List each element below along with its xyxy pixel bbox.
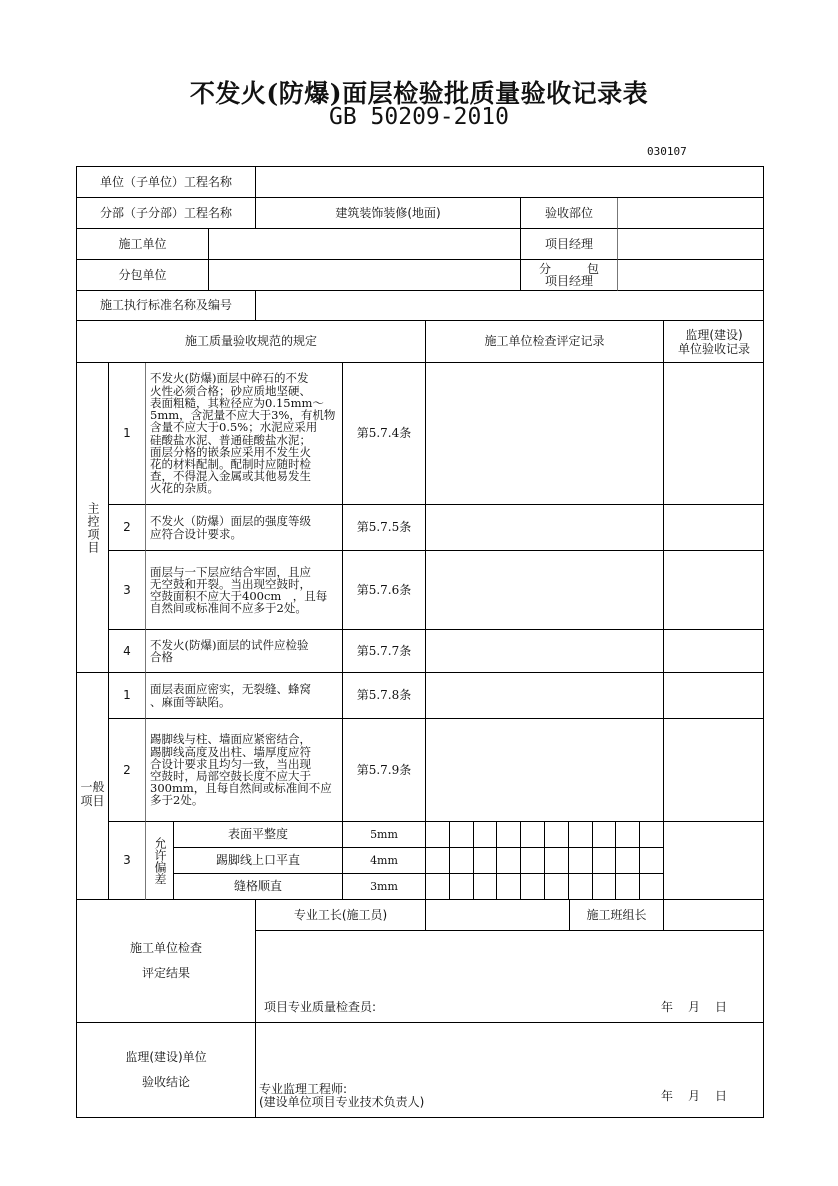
spec-text-line: 踢脚线高度及出柱、墙厚度应符 [150, 744, 311, 759]
spec-text-line: 花的材料配制。配制时应随时检 [150, 456, 311, 471]
spec-text-line: 自然间或标准间不应多于2处。 [150, 601, 307, 616]
sub-pm-label-line1: 分 包 [538, 262, 599, 276]
sub-pm-label [521, 260, 618, 291]
tolerance-row-2-name: 踢脚线上口平直 [174, 848, 343, 874]
supervisor-record-header-line1: 监理(建设) [685, 327, 743, 342]
date-day: 日 [715, 1000, 728, 1014]
mc-item-1-text [146, 363, 343, 505]
mc-item-4-lines [150, 639, 308, 663]
mc-item-3-no: 3 [109, 551, 146, 630]
gi-item-2-clause: 第5.7.9条 [343, 719, 426, 822]
sub-pm-label-line2: 项目经理 [544, 274, 593, 288]
measurement-cell[interactable] [545, 822, 569, 848]
spec-text-line: 多于2处。 [150, 793, 204, 808]
tolerance-label [146, 822, 174, 900]
measurement-cell[interactable] [545, 874, 569, 900]
gi-item-1-text [146, 673, 343, 719]
supervisor-record-header-line2: 单位验收记录 [677, 341, 750, 356]
gi-item-2-no: 2 [109, 719, 146, 822]
spec-text-line: 含量不应大于0.5%；水泥应采用 [150, 420, 318, 435]
unit-project-label: 单位（子单位）工程名称 [77, 167, 256, 198]
spec-text-line: 面层分格的嵌条应采用不发生火 [150, 444, 311, 459]
spec-text-line: 5mm，含泥量不应大于3%，有机物 [150, 408, 336, 423]
general-group-text: 一般项目 [80, 780, 105, 808]
mc-item-4-no: 4 [109, 630, 146, 673]
tolerance-row-3-value: 3mm [343, 874, 426, 900]
spec-text-line: 面层与一下层应结合牢固，且应 [150, 564, 311, 579]
contractor-result-line1: 施工单位检查 [129, 941, 202, 955]
subcontractor-field[interactable] [209, 260, 521, 291]
gi-item-1-lines [150, 683, 311, 707]
measurement-cell[interactable] [474, 822, 498, 848]
supervisor-conclusion-line2: 验收结论 [141, 1075, 190, 1089]
measurement-cell[interactable] [593, 848, 617, 874]
gi-item-2-text [146, 719, 343, 822]
mc-item-4-contractor-record[interactable] [426, 630, 664, 673]
spec-text-line: 火花的杂质。 [150, 481, 219, 496]
measurement-cell[interactable] [569, 874, 593, 900]
spec-text-line: 查，不得混入金属或其他易发生 [150, 469, 311, 484]
team-leader-label: 施工班组长 [570, 900, 664, 931]
spec-text-line: 火性必须合格；砂应质地坚硬、 [150, 383, 311, 398]
gi-item-2-supervisor-record[interactable] [664, 719, 764, 822]
standard-field[interactable] [256, 291, 764, 321]
measurement-cell[interactable] [497, 874, 521, 900]
contractor-record-header: 施工单位检查评定记录 [426, 321, 664, 363]
spec-column-header: 施工质量验收规范的规定 [77, 321, 426, 363]
main-control-group-text: 主控项目 [86, 501, 100, 554]
spec-text-line: 空鼓时，局部空鼓长度不应大于 [150, 769, 311, 783]
project-manager-field[interactable] [618, 229, 764, 260]
mc-item-4-supervisor-record[interactable] [664, 630, 764, 673]
spec-text-line: 不发火（防爆）面层的强度等级 [150, 514, 311, 529]
contractor-result-label [77, 900, 256, 1023]
gi-item-2-contractor-record[interactable] [426, 719, 664, 822]
supervisor-record-header [664, 321, 764, 363]
measurement-cell[interactable] [521, 874, 545, 900]
tolerance-label-text: 允许偏差 [153, 836, 167, 885]
measurement-cell[interactable] [426, 874, 450, 900]
measurement-cell[interactable] [474, 874, 498, 900]
general-group-label [77, 673, 109, 900]
spec-text-line: 300mm，且每自然间或标准间不应 [150, 781, 332, 796]
main-control-group-label [77, 363, 109, 673]
subcontractor-label: 分包单位 [77, 260, 209, 291]
measurement-cell[interactable] [426, 822, 450, 848]
gi-item-1-contractor-record[interactable] [426, 673, 664, 719]
spec-text-line: 合设计要求且均匀一致，当出现 [150, 756, 311, 771]
gi-item-1-clause: 第5.7.8条 [343, 673, 426, 719]
spec-text-line: 无空鼓和开裂。当出现空鼓时， [150, 576, 311, 591]
conclusion-date-year: 年 [661, 1089, 674, 1103]
measurement-cell[interactable] [497, 822, 521, 848]
gi-item-1-no: 1 [109, 673, 146, 719]
gi-item-3-no: 3 [109, 822, 146, 900]
measurement-cell[interactable] [450, 874, 474, 900]
measurement-cell[interactable] [426, 848, 450, 874]
mc-item-2-text [146, 505, 343, 551]
gi-item-1-supervisor-record[interactable] [664, 673, 764, 719]
acceptance-part-label: 验收部位 [521, 198, 618, 229]
division-label: 分部（子分部）工程名称 [77, 198, 256, 229]
date-year: 年 [661, 1000, 674, 1014]
project-manager-label: 项目经理 [521, 229, 618, 260]
mc-item-3-lines [150, 566, 327, 615]
division-field[interactable]: 建筑装饰装修(地面) [256, 198, 521, 229]
mc-item-2-lines [150, 515, 311, 539]
tolerance-row-1-value: 5mm [343, 822, 426, 848]
contractor-field[interactable] [209, 229, 521, 260]
form-code: 030107 [647, 145, 687, 158]
mc-item-1-no: 1 [109, 363, 146, 505]
mc-item-3-supervisor-record[interactable] [664, 551, 764, 630]
mc-item-4-text [146, 630, 343, 673]
tolerance-row-1-name: 表面平整度 [174, 822, 343, 848]
tolerance-row-3-name: 缝格顺直 [174, 874, 343, 900]
contractor-result-area[interactable] [256, 931, 764, 1023]
contractor-result-line2: 评定结果 [141, 966, 190, 980]
engineer-label-line1: 专业监理工程师: [259, 1082, 348, 1096]
spec-text-line: 面层表面应密实，无裂缝、蜂窝 [150, 682, 311, 697]
mc-item-1-clause: 第5.7.4条 [343, 363, 426, 505]
engineer-label [259, 1083, 424, 1109]
measurement-cell[interactable] [497, 848, 521, 874]
measurement-cell[interactable] [521, 822, 545, 848]
engineer-label-line2: (建设单位项目专业技术负责人) [259, 1095, 425, 1109]
measurement-cell[interactable] [616, 848, 640, 874]
tolerance-row-2-value: 4mm [343, 848, 426, 874]
measurement-cell[interactable] [521, 848, 545, 874]
date-month: 月 [688, 1000, 701, 1014]
unit-project-field[interactable] [256, 167, 764, 198]
conclusion-date-month: 月 [688, 1089, 701, 1103]
spec-text-line: 表面粗糙，其粒径应为0.15mm～ [150, 395, 324, 410]
spec-text-line: 不发火(防爆)面层的试件应检验 [150, 637, 309, 652]
measurement-cell[interactable] [616, 822, 640, 848]
standard-label: 施工执行标准名称及编号 [77, 291, 256, 321]
measurement-cell[interactable] [616, 874, 640, 900]
mc-item-2-no: 2 [109, 505, 146, 551]
measurement-cell[interactable] [640, 848, 664, 874]
conclusion-date-day: 日 [715, 1089, 728, 1103]
measurement-cell[interactable] [450, 822, 474, 848]
measurement-cell[interactable] [640, 822, 664, 848]
form-title: 不发火(防爆)面层检验批质量验收记录表 [189, 79, 649, 108]
inspector-label: 项目专业质量检查员: [264, 1000, 377, 1014]
measurement-cell[interactable] [593, 874, 617, 900]
gi-item-3-supervisor-record[interactable] [664, 822, 764, 900]
spec-text-line: 不发火(防爆)面层中碎石的不发 [150, 371, 309, 386]
inspection-form [76, 166, 764, 1118]
mc-item-1-lines [150, 372, 335, 494]
mc-item-1-supervisor-record[interactable] [664, 363, 764, 505]
spec-text-line: 、麻面等缺陷。 [150, 694, 231, 709]
measurement-cell[interactable] [450, 848, 474, 874]
supervisor-conclusion-label [77, 1023, 256, 1117]
mc-item-3-text [146, 551, 343, 630]
mc-item-3-contractor-record[interactable] [426, 551, 664, 630]
measurement-cell[interactable] [545, 848, 569, 874]
foreman-label: 专业工长(施工员) [256, 900, 426, 931]
mc-item-1-contractor-record[interactable] [426, 363, 664, 505]
sub-pm-field[interactable] [618, 260, 764, 291]
measurement-cell[interactable] [593, 822, 617, 848]
foreman-field[interactable] [426, 900, 570, 931]
team-leader-field[interactable] [664, 900, 764, 931]
standard-code: GB 50209-2010 [328, 104, 509, 130]
supervisor-conclusion-area[interactable] [256, 1023, 764, 1117]
mc-item-2-supervisor-record[interactable] [664, 505, 764, 551]
measurement-cell[interactable] [640, 874, 664, 900]
measurement-cell[interactable] [569, 822, 593, 848]
spec-text-line: 应符合设计要求。 [150, 526, 242, 541]
measurement-cell[interactable] [569, 848, 593, 874]
mc-item-2-clause: 第5.7.5条 [343, 505, 426, 551]
mc-item-3-clause: 第5.7.6条 [343, 551, 426, 630]
spec-text-line: 踢脚线与柱、墙面应紧密结合， [150, 732, 311, 747]
supervisor-conclusion-line1: 监理(建设)单位 [125, 1050, 207, 1064]
spec-text-line: 空鼓面积不应大于400cm ，且每 [150, 589, 328, 603]
spec-text-line: 合格 [150, 650, 173, 664]
contractor-label: 施工单位 [77, 229, 209, 260]
acceptance-part-field[interactable] [618, 198, 764, 229]
mc-item-2-contractor-record[interactable] [426, 505, 664, 551]
measurement-cell[interactable] [474, 848, 498, 874]
gi-item-2-lines [150, 733, 332, 806]
mc-item-4-clause: 第5.7.7条 [343, 630, 426, 673]
spec-text-line: 硅酸盐水泥、普通硅酸盐水泥； [150, 432, 311, 447]
